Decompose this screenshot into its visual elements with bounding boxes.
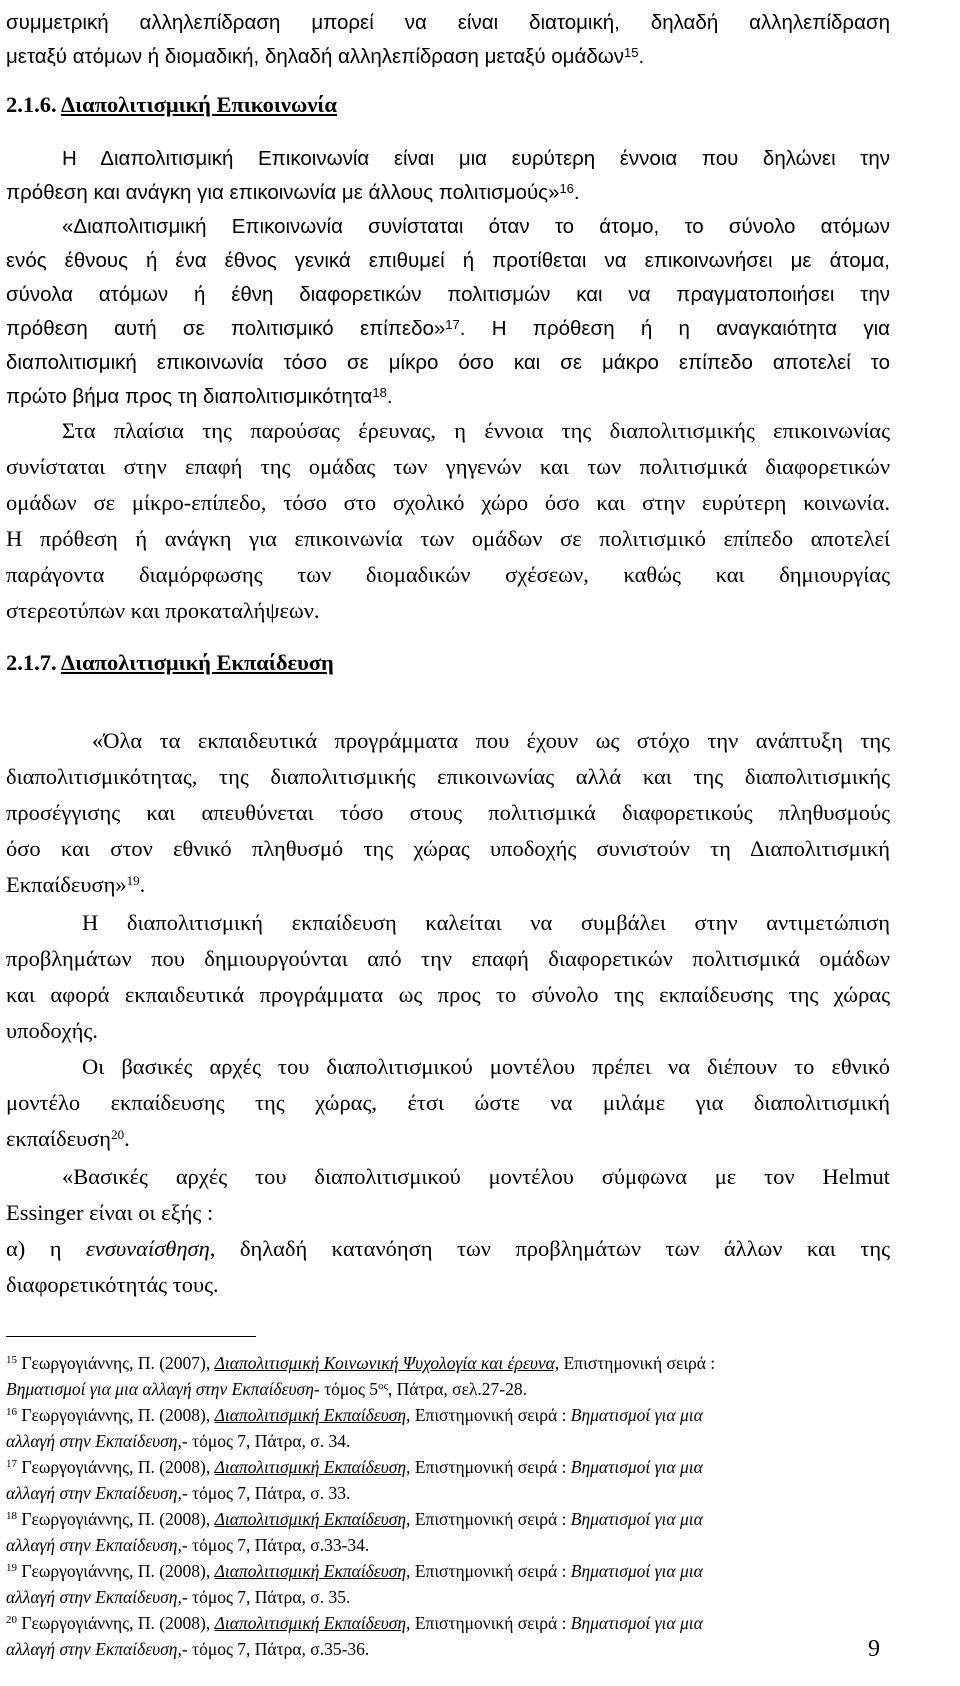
body-line: Essinger είναι οι εξής :	[6, 1200, 214, 1225]
body-line: Η διαπολιτισμική εκπαίδευση καλείται να συμβάλει στην αντιμετώπιση	[82, 910, 890, 935]
body-line: προσέγγισης και απευθύνεται τόσο στους πολιτισμικά διαφορετικούς πληθυσμούς	[6, 800, 890, 825]
footnote-ref: 18	[372, 385, 387, 400]
footnote-ref: 20	[111, 1127, 125, 1142]
footnote-15: $^{15}$ Γεωργογιάννης, Π. (2007), Διαπολιτισμική Κοινωνική Ψυχολογία και έρευνα, Επιστημονική σειρά :	[6, 1353, 716, 1373]
footnote-17-cont: αλλαγή στην Εκπαίδευση,- τόμος 7, Πάτρα, σ. 33.	[6, 1483, 351, 1503]
page-number: 9	[868, 1636, 880, 1662]
body-line: ομάδων σε μίκρο-επίπεδο, τόσο στο σχολικό χώρο όσο και στην ευρύτερη κοινωνία.	[6, 490, 890, 515]
body-line: Η Διαπολιτισμική Επικοινωνία είναι μια ευρύτερη έννοια που δηλώνει την	[62, 147, 890, 170]
body-line: μεταξύ ατόμων ή διομαδική, δηλαδή αλληλεπίδραση μεταξύ ομάδων$^{15}$.	[6, 45, 645, 68]
body-line: διαπολιτισμική επικοινωνία τόσο σε μίκρο όσο και σε μάκρο επίπεδο αποτελεί το	[6, 351, 890, 374]
body-line: διαπολιτισμικότητας, της διαπολιτισμικής επικοινωνίας αλλά και της διαπολιτισμικής	[6, 764, 890, 789]
body-line: «Όλα τα εκπαιδευτικά προγράμματα που έχουν ως στόχο την ανάπτυξη της	[92, 728, 890, 753]
body-line: πρόθεση αυτή σε πολιτισμικό επίπεδο»$^{17}$. Η πρόθεση ή η αναγκαιότητα για	[6, 317, 890, 340]
body-line: στερεοτύπων και προκαταλήψεων.	[6, 598, 320, 623]
footnote-ref: 16	[559, 181, 574, 196]
footnote-17: $^{17}$ Γεωργογιάννης, Π. (2008), Διαπολιτισμική Εκπαίδευση, Επιστημονική σειρά : Βηματισμοί για μια	[6, 1457, 703, 1477]
body-line: ενός έθνους ή ένα έθνος γενικά επιθυμεί ή προτίθεται να επικοινωνήσει με άτομα,	[6, 249, 890, 272]
body-line: συμμετρική αλληλεπίδραση μπορεί να είναι διατομική, δηλαδή αλληλεπίδραση	[6, 11, 890, 34]
footnote-20-cont: αλλαγή στην Εκπαίδευση,- τόμος 7, Πάτρα, σ.35-36.	[6, 1639, 370, 1659]
body-line: μοντέλο εκπαίδευσης της χώρας, έτσι ώστε να μιλάμε για διαπολιτισμική	[6, 1090, 890, 1115]
footnote-16: $^{16}$ Γεωργογιάννης, Π. (2008), Διαπολιτισμική Εκπαίδευση, Επιστημονική σειρά : Βηματισμοί για μια	[6, 1405, 703, 1425]
body-line: προβλημάτων που δημιουργούνται από την επαφή διαφορετικών πολιτισμικά ομάδων	[6, 946, 890, 971]
body-line: διαφορετικότητάς τους.	[6, 1272, 219, 1297]
footnote-20: $^{20}$ Γεωργογιάννης, Π. (2008), Διαπολιτισμική Εκπαίδευση, Επιστημονική σειρά : Βηματισμοί για μια	[6, 1613, 703, 1633]
body-line: υποδοχής.	[6, 1018, 98, 1043]
footnote-19: $^{19}$ Γεωργογιάννης, Π. (2008), Διαπολιτισμική Εκπαίδευση, Επιστημονική σειρά : Βηματισμοί για μια	[6, 1561, 703, 1581]
section-heading-2-1-7: 2.1.7. Διαπολιτισμική Εκπαίδευση	[6, 650, 334, 675]
footnote-separator	[6, 1336, 256, 1337]
body-line: εκπαίδευση$^{20}$.	[6, 1126, 130, 1151]
body-line: Στα πλαίσια της παρούσας έρευνας, η έννοια της διαπολιτισμικής επικοινωνίας	[62, 418, 890, 443]
body-line: και αφορά εκπαιδευτικά προγράμματα ως προς το σύνολο της εκπαίδευσης της χώρας	[6, 982, 890, 1007]
footnote-18: $^{18}$ Γεωργογιάννης, Π. (2008), Διαπολιτισμική Εκπαίδευση, Επιστημονική σειρά : Βηματισμοί για μια	[6, 1509, 703, 1529]
section-heading-2-1-6: 2.1.6. Διαπολιτισμική Επικοινωνία	[6, 92, 337, 117]
body-line: Η πρόθεση ή ανάγκη για επικοινωνία των ομάδων σε πολιτισμικό επίπεδο αποτελεί	[6, 526, 890, 551]
body-line: πρώτο βήμα προς τη διαπολιτισμικότητα$^{18}$.	[6, 385, 393, 408]
footnote-ref: 17	[445, 317, 460, 332]
body-line: πρόθεση και ανάγκη για επικοινωνία με άλλους πολιτισμούς»$^{16}$.	[6, 181, 580, 204]
footnote-18-cont: αλλαγή στην Εκπαίδευση,- τόμος 7, Πάτρα, σ.33-34.	[6, 1535, 370, 1555]
body-line: Οι βασικές αρχές του διαπολιτισμικού μοντέλου πρέπει να διέπουν το εθνικό	[82, 1054, 890, 1079]
body-line: α) η ενσυναίσθηση, δηλαδή κατανόηση των προβλημάτων των άλλων και της	[6, 1236, 890, 1261]
footnote-ref: 19	[126, 873, 140, 888]
body-line: «Βασικές αρχές του διαπολιτισμικού μοντέλου σύμφωνα με τον Helmut	[62, 1164, 890, 1189]
body-line: Εκπαίδευση»$^{19}$.	[6, 872, 146, 897]
body-line: συνίσταται στην επαφή της ομάδας των γηγενών και των πολιτισμικά διαφορετικών	[6, 454, 890, 479]
footnote-19-cont: αλλαγή στην Εκπαίδευση,- τόμος 7, Πάτρα, σ. 35.	[6, 1587, 351, 1607]
body-line: όσο και στον εθνικό πληθυσμό της χώρας υποδοχής συνιστούν τη Διαπολιτισμική	[6, 836, 890, 861]
body-line: «Διαπολιτισμική Επικοινωνία συνίσταται όταν το άτομο, το σύνολο ατόμων	[62, 215, 890, 238]
footnote-ref: 15	[624, 45, 639, 60]
footnote-15-cont: Βηματισμοί για μια αλλαγή στην Εκπαίδευση- τόμος $5^{o\varsigma}$, Πάτρα, σελ.27-28.	[6, 1379, 528, 1399]
body-line: παράγοντα διαμόρφωσης των διομαδικών σχέσεων, καθώς και δημιουργίας	[6, 562, 890, 587]
body-line: σύνολα ατόμων ή έθνη διαφορετικών πολιτισμών και να πραγματοποιήσει την	[6, 283, 890, 306]
footnote-16-cont: αλλαγή στην Εκπαίδευση,- τόμος 7, Πάτρα, σ. 34.	[6, 1431, 351, 1451]
